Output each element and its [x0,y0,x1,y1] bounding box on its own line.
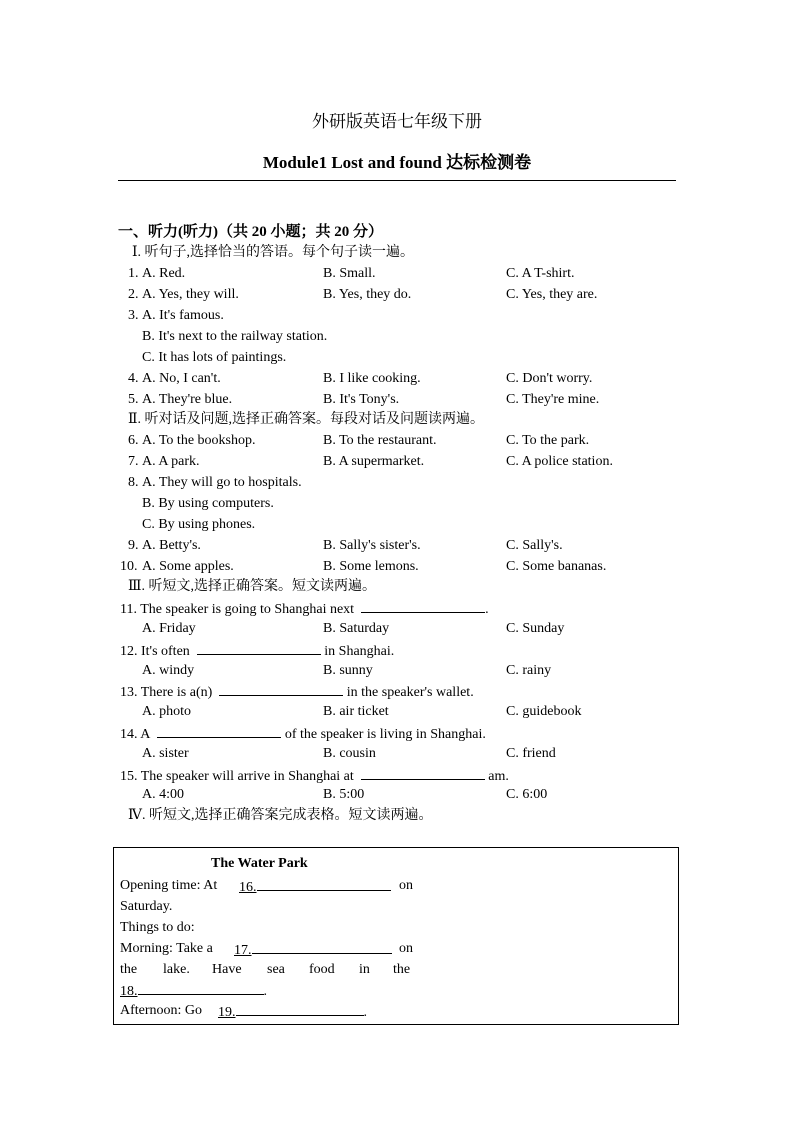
stem-end: in the speaker's wallet. [346,685,474,700]
option-b: B. Yes, they do. [323,287,412,302]
question-13-options [0,702,794,722]
question-stem [120,681,474,703]
answer-blank[interactable] [219,681,343,696]
afternoon-row [114,1001,680,1021]
question-number: 7. [128,454,139,469]
question-1 [0,264,794,284]
blank-16[interactable] [239,876,391,898]
answer-blank[interactable] [361,598,485,613]
question-8 [0,473,794,493]
option-b: B. Sally's sister's. [323,538,421,553]
option-b: B. A supermarket. [323,454,425,469]
option-a: A. Red. [142,266,186,281]
option-a: A. 4:00 [142,787,184,802]
option-b: B. Some lemons. [323,559,419,574]
answer-blank[interactable] [157,723,281,738]
morning-label: Morning: Take a [120,941,213,956]
option-a: A. They're blue. [142,392,233,407]
title-divider [118,180,676,181]
question-number: 6. [128,433,139,448]
question-stem [120,723,486,745]
option-a: A. Friday [142,621,196,636]
option-a: A. They will go to hospitals. [142,475,302,490]
option-a: A. Betty's. [142,538,201,553]
water-park-table [113,847,679,1025]
question-stem [120,598,489,620]
word: the [393,962,411,977]
option-c: C. guidebook [506,704,582,719]
option-a: A. sister [142,746,189,761]
word: the [120,962,138,977]
section-heading [0,222,794,242]
question-7 [0,452,794,472]
option-c: C. 6:00 [506,787,548,802]
on-word: on [399,878,413,893]
blank-18-row [114,980,680,1000]
question-number: 5. [128,392,139,407]
question-3-option-c-row [0,348,794,368]
question-12-options [0,661,794,681]
word: lake. [163,962,190,977]
blank-17[interactable] [234,939,392,961]
question-stem [120,765,509,787]
option-c: C. rainy [506,663,552,678]
stem-end: of the speaker is living in Shanghai. [284,727,486,742]
question-stem [120,640,394,662]
lake-row [114,960,680,980]
option-c: C. Yes, they are. [506,287,598,302]
part-4-text: Ⅳ. 听短文,选择正确答案完成表格。短文读两遍。 [128,808,433,823]
option-b: B. 5:00 [323,787,365,802]
page-title: 外研版英语七年级下册 [312,112,482,131]
blank-19-number: 19. [218,1005,236,1020]
question-number: 1. [128,266,139,281]
option-c: C. Sally's. [506,538,563,553]
question-3-option-b-row [0,327,794,347]
blank-18-number: 18. [120,984,138,999]
option-b: B. cousin [323,746,376,761]
question-number: 3. [128,308,139,323]
question-number: 10. [120,559,138,574]
table-title-row [114,854,680,874]
option-c: C. By using phones. [142,517,256,532]
blank-19-line[interactable] [236,1001,364,1016]
option-a: A. To the bookshop. [142,433,256,448]
question-13 [0,681,794,701]
part-2-instruction [0,410,794,430]
option-b: B. sunny [323,663,373,678]
option-c: C. It has lots of paintings. [142,350,287,365]
blank-19[interactable] [218,1001,367,1023]
option-b: B. It's Tony's. [323,392,400,407]
opening-time-label: Opening time: At [120,878,218,893]
question-2 [0,285,794,305]
word: food [309,962,335,977]
stem-start: 13. There is a(n) [120,685,213,700]
question-number: 4. [128,371,139,386]
option-a: A. windy [142,663,195,678]
question-14-options [0,744,794,764]
option-b: B. I like cooking. [323,371,421,386]
answer-blank[interactable] [197,640,321,655]
morning-row [114,939,680,959]
option-c: C. They're mine. [506,392,600,407]
saturday-text: Saturday. [120,899,173,914]
option-b: B. Small. [323,266,376,281]
question-11 [0,598,794,618]
word: sea [267,962,285,977]
afternoon-label: Afternoon: Go [120,1003,203,1018]
option-a: A. It's famous. [142,308,224,323]
part-1-instruction [0,243,794,263]
option-b: B. To the restaurant. [323,433,437,448]
option-c: C. A T-shirt. [506,266,575,281]
option-a: A. No, I can't. [142,371,221,386]
option-c: C. To the park. [506,433,590,448]
answer-blank[interactable] [361,765,485,780]
option-a: A. photo [142,704,191,719]
stem-end: . [485,602,489,617]
stem-end: in Shanghai. [324,644,395,659]
blank-16-number: 16. [239,880,257,895]
question-11-options [0,619,794,639]
blank-17-line[interactable] [252,939,392,954]
blank-16-line[interactable] [257,876,391,891]
question-15-options [0,785,794,805]
blank-18[interactable] [120,980,267,1002]
question-3 [0,306,794,326]
option-c: C. friend [506,746,556,761]
on-word: on [399,941,413,956]
part-4-instruction [0,806,794,826]
blank-19-period: . [363,1005,367,1020]
things-to-do-label: Things to do: [120,920,195,935]
question-9 [0,536,794,556]
stem-start: 14. A [120,727,151,742]
option-c: C. A police station. [506,454,613,469]
part-1-text: Ⅰ. 听句子,选择恰当的答语。每个句子读一遍。 [132,245,415,260]
question-14 [0,723,794,743]
things-to-do-row [114,918,680,938]
question-number: 8. [128,475,139,490]
part-3-instruction [0,577,794,597]
part-2-text: Ⅱ. 听对话及问题,选择正确答案。每段对话及问题读两遍。 [128,412,485,427]
page-subtitle: Module1 Lost and found 达标检测卷 [262,153,532,172]
question-number: 9. [128,538,139,553]
question-5 [0,390,794,410]
stem-start: 11. The speaker is going to Shanghai next [120,602,355,617]
stem-end: am. [488,769,509,784]
section-heading-text: 一、听力(听力)（共 20 小题；共 20 分） [118,224,383,240]
blank-18-period: . [263,984,267,999]
question-15 [0,765,794,785]
question-8-option-c-row [0,515,794,535]
opening-time-row [114,876,680,896]
question-4 [0,369,794,389]
option-c: C. Some bananas. [506,559,607,574]
question-8-option-b-row [0,494,794,514]
option-b: B. Saturday [323,621,390,636]
stem-start: 15. The speaker will arrive in Shanghai at [120,769,354,784]
option-c: C. Sunday [506,621,565,636]
question-10 [0,557,794,577]
question-6 [0,431,794,451]
option-b: B. air ticket [323,704,389,719]
option-b: B. It's next to the railway station. [142,329,328,344]
question-12 [0,640,794,660]
option-a: A. A park. [142,454,200,469]
saturday-row [114,897,680,917]
option-b: B. By using computers. [142,496,274,511]
part-3-text: Ⅲ. 听短文,选择正确答案。短文读两遍。 [128,579,376,594]
word: Have [212,962,242,977]
stem-start: 12. It's often [120,644,190,659]
option-c: C. Don't worry. [506,371,593,386]
option-a: A. Yes, they will. [142,287,239,302]
option-a: A. Some apples. [142,559,234,574]
question-number: 2. [128,287,139,302]
blank-17-number: 17. [234,943,252,958]
blank-18-line[interactable] [138,980,264,995]
table-title: The Water Park [211,856,308,871]
word: in [359,962,370,977]
